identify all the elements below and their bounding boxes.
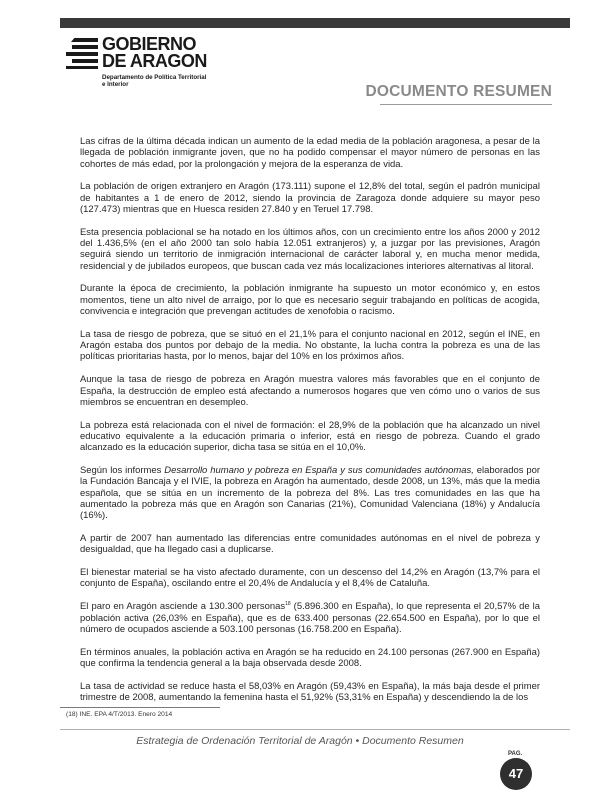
footnote-reference: 18: [285, 601, 291, 608]
paragraph-11-start: El paro en Aragón asciende a 130.300 personas: [80, 601, 286, 613]
footnote-divider: [60, 707, 220, 708]
paragraph-7: La pobreza está relacionada con el nivel de formación: el 28,9% de la población que ha alcanzado un nivel educativo equivalente a la educación primaria o inferior, está en riesgo de pobreza. Cuando el grado alcanzado es la educación superior, dicha tasa se sitúa en el 10,0%.: [80, 419, 540, 454]
paragraph-9: A partir de 2007 han aumentado las diferencias entre comunidades autónomas en el nivel de pobreza y desigualdad, que ha llegado casi a duplicarse.: [80, 533, 540, 556]
paragraph-8: [80, 465, 540, 521]
paragraph-5: La tasa de riesgo de pobreza, que se situó en el 21,1% para el conjunto nacional en 2012, según el INE, en Aragón estaba dos puntos por debajo de la media. No obstante, la lucha contra la pobreza es una de las políticas prioritarias hasta, por lo menos, bajar del 10% en los próximos años.: [80, 328, 540, 363]
paragraph-11-end: (5.896.300 en España), lo que representa el 20,57% de la población activa (26,03% en España), que es de 633.400 personas (22.654.500 en España), por lo que el número de ocupados asciende a 503.100 personas (16.758.200 en España).: [80, 601, 540, 635]
paragraph-10: El bienestar material se ha visto afectado duramente, con un descenso del 14,2% en Aragón (13,7% para el conjunto de España), oscilando entre el 20,4% de Andalucía y el 8,4% de Cataluña.: [80, 567, 540, 590]
report-title: Desarrollo humano y pobreza en España y sus comunidades autónomas,: [164, 465, 474, 477]
logo-name: GOBIERNO DE ARAGON: [102, 34, 207, 71]
title-underline: [380, 104, 552, 105]
paragraph-1: Las cifras de la última década indican un aumento de la edad media de la población aragonesa, a pesar de la llegada de población inmigrante joven, que no ha podido compensar el mayor número de personas en las cohortes de más edad, por la prolongación y mejora de la esperanza de vida.: [80, 136, 540, 170]
paragraph-8-end: elaborados por la Fundación Bancaja y el IVIE, la pobreza en Aragón ha aumentado, desde 2008, un 13%, más que la media española, que se sitúa en un incremento de la pobreza del 8%. Las tres comunidades en las que ha aumentado la pobreza más que en Aragón son Canarias (21%), Comunidad Valenciana (18%) y Andalucía (16%).: [80, 465, 540, 522]
body-text: [80, 136, 540, 715]
footnote: (18) INE. EPA 4/T/2013. Enero 2014: [66, 711, 173, 718]
paragraph-12: En términos anuales, la población activa en Aragón se ha reducido en 24.100 personas (267.900 en España) que confirma la tendencia general a la baja observada desde 2008.: [80, 646, 540, 669]
paragraph-6: Aunque la tasa de riesgo de pobreza en Aragón muestra valores más favorables que en el conjunto de España, la destrucción de empleo está afectando a numerosos hogares que ven cómo uno o varios de sus miembros se encuentran en desempleo.: [80, 374, 540, 408]
document-title: DOCUMENTO RESUMEN: [365, 83, 552, 100]
paragraph-13: La tasa de actividad se reduce hasta el 58,03% en Aragón (59,43% en España), la más baja desde el primer trimestre de 2008, aumentando la femenina hasta el 51,92% (53,31% en España) y descendiendo la de los: [80, 680, 540, 703]
paragraph-8-start: Según los informes: [80, 465, 165, 477]
paragraph-11: [80, 601, 540, 635]
paragraph-3: Esta presencia poblacional se ha notado en los últimos años, con un crecimiento entre los años 2000 y 2012 del 1.436,5% (en el año 2000 tan solo había 12.051 extranjeros) y, a juzgar por las previsiones, Aragón seguirá siendo un territorio de inmigración internacional de carácter laboral y, en mucha menor medida, residencial y de jubilados europeos, que buscan cada vez más localizaciones interiores alternativas al litoral.: [80, 226, 540, 272]
paragraph-4: Durante la época de crecimiento, la población inmigrante ha supuesto un motor económico y, en estos momentos, tiene un alto nivel de arraigo, por lo que es necesario seguir trabajando en políticas de acogida, convivencia e integración que prevengan actitudes de xenofobia o racismo.: [80, 283, 540, 318]
logo: [66, 36, 236, 96]
page-number: 47: [500, 758, 532, 790]
logo-department: Departamento de Política Territorial e Interior: [102, 74, 207, 88]
aragon-logo-icon: [66, 36, 98, 70]
page-label: PAG.: [508, 751, 523, 757]
footer-text: Estrategia de Ordenación Territorial de Aragón • Documento Resumen: [136, 735, 464, 747]
paragraph-2: La población de origen extranjero en Aragón (173.111) supone el 12,8% del total, según el padrón municipal de habitantes a 1 de enero de 2012, siendo la provincia de Zaragoza donde adquiere su mayor peso (127.473) mientras que en Huesca residen 27.840 y en Teruel 17.798.: [80, 181, 540, 215]
footer-divider: [60, 729, 570, 730]
header-bar: [60, 18, 570, 28]
